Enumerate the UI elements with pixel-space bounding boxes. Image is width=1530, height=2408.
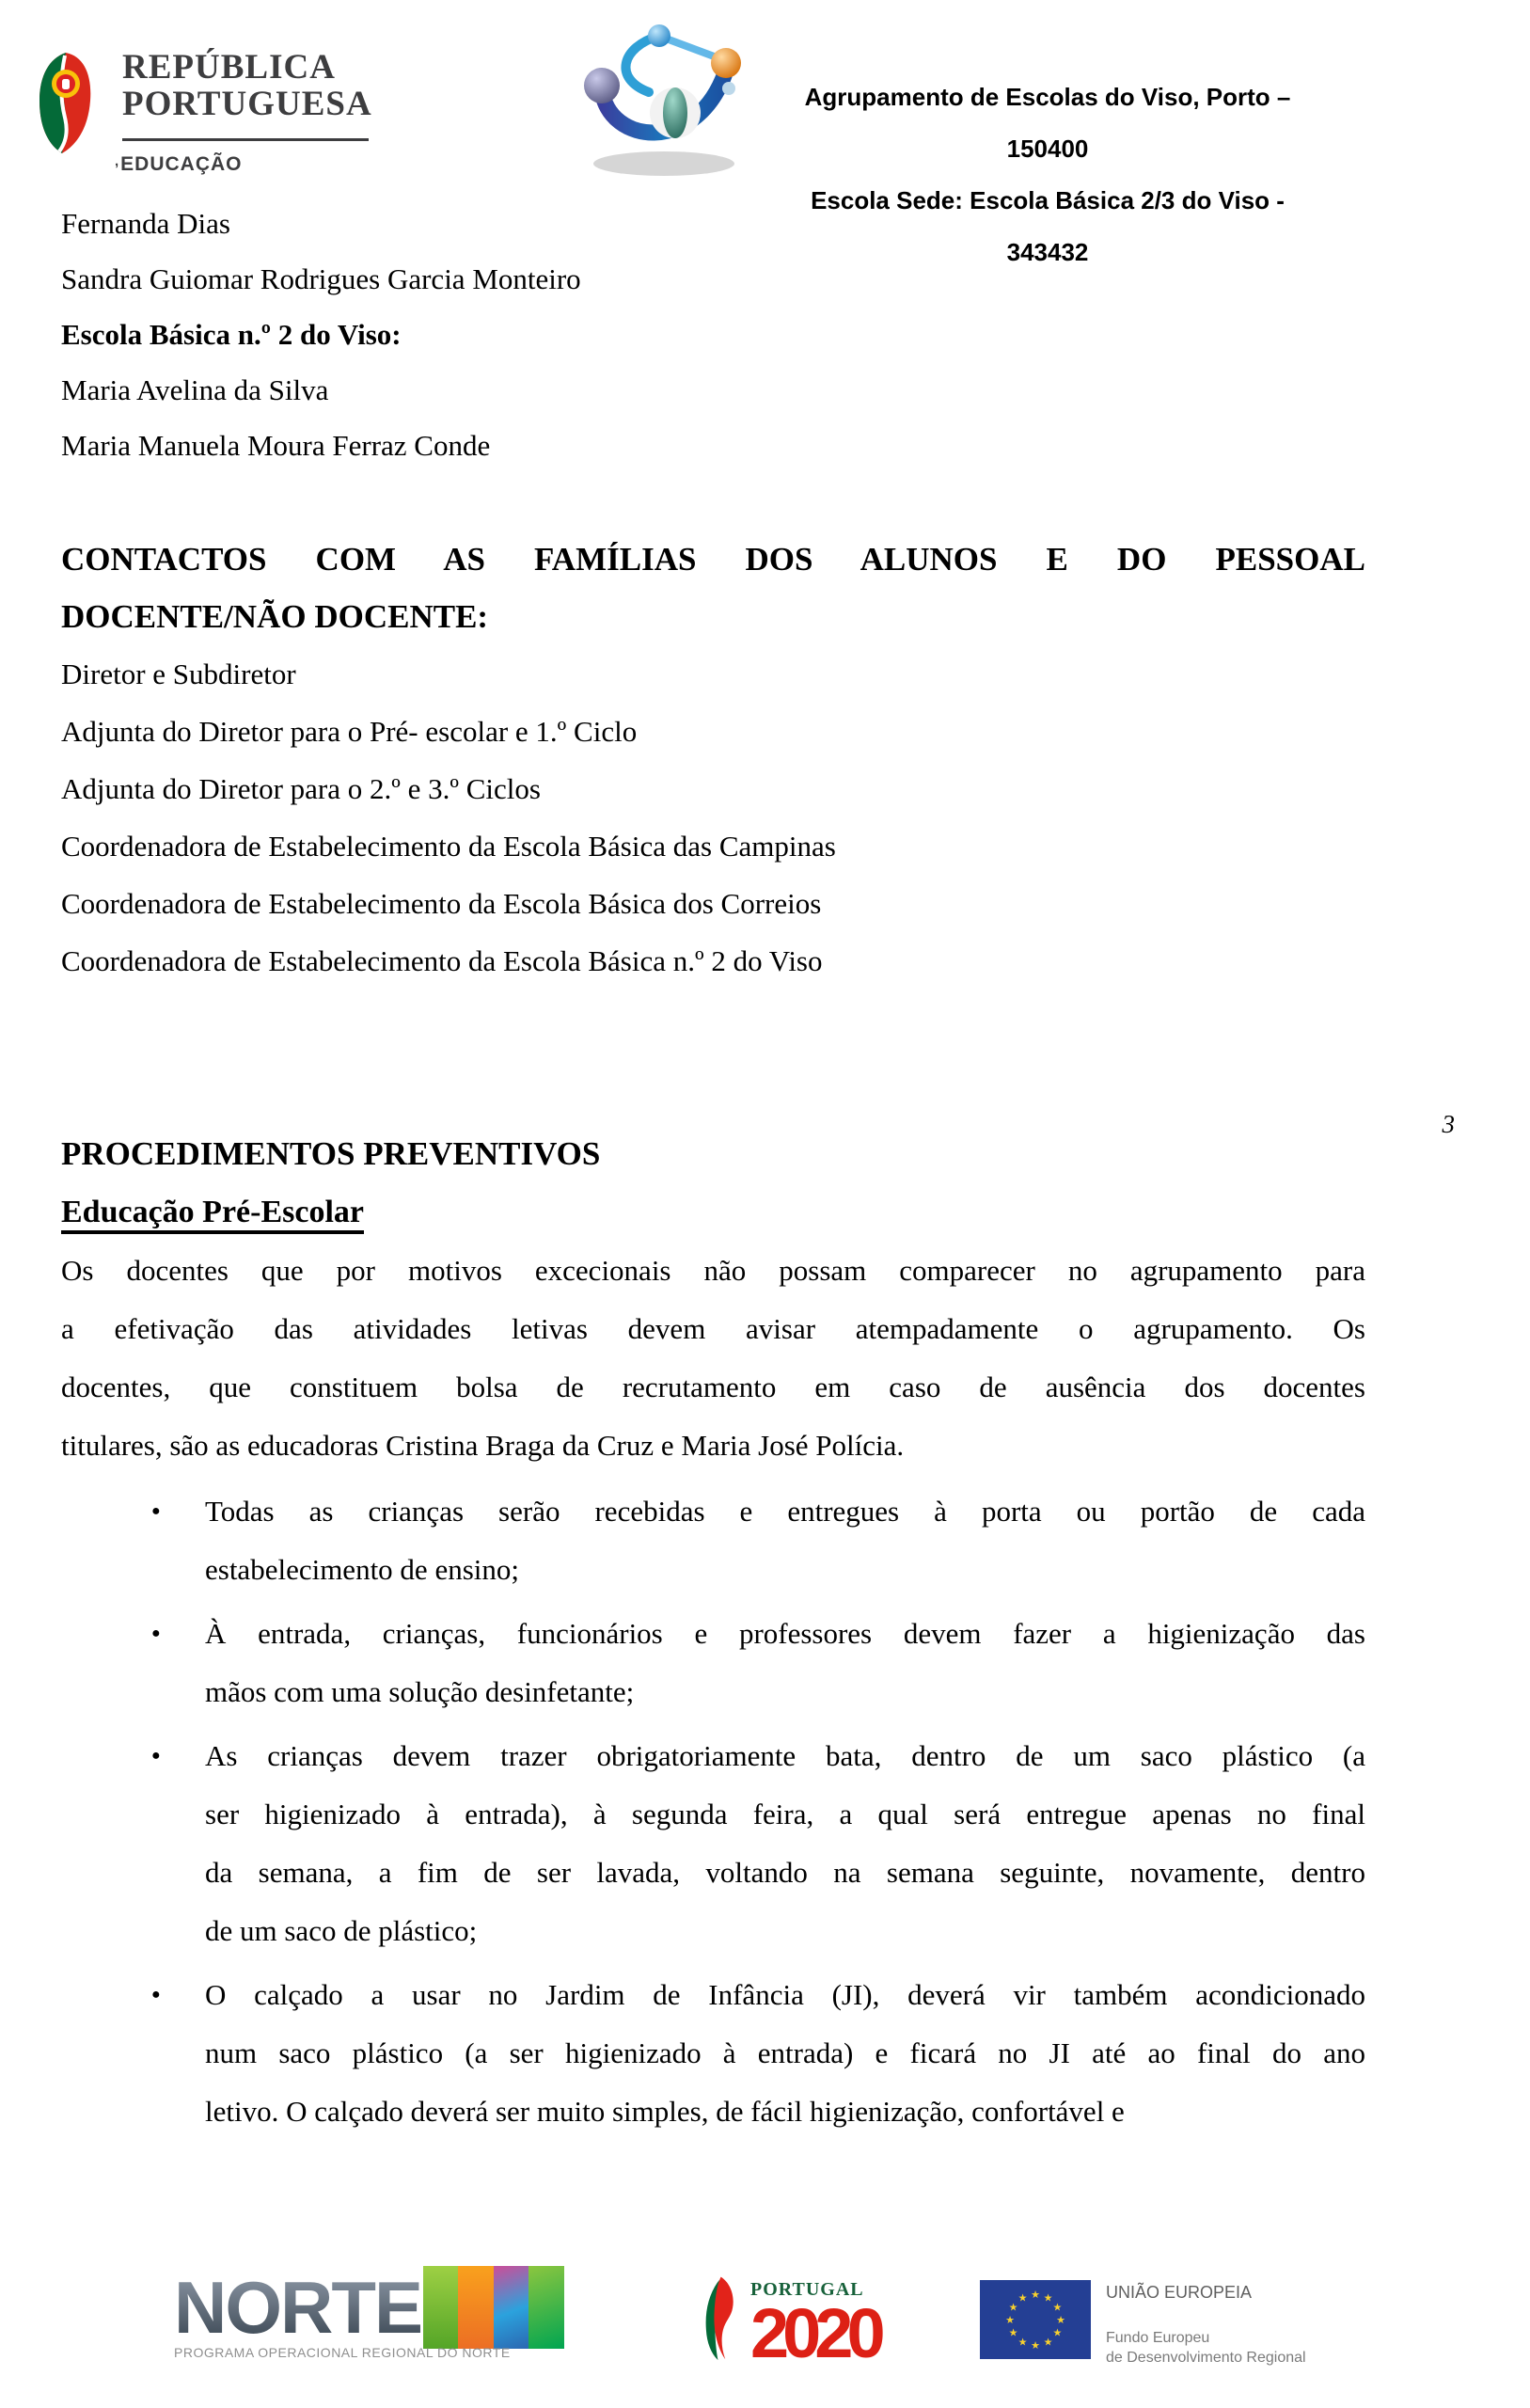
norte2020-year-digit — [458, 2266, 493, 2349]
eu-flag-icon — [980, 2280, 1091, 2359]
svg-text:★: ★ — [1052, 2301, 1063, 2314]
text-line: Diretor e Subdiretor — [61, 657, 296, 690]
text-line: Sandra Guiomar Rodrigues Garcia Monteiro — [61, 262, 581, 295]
svg-text:★: ★ — [1017, 2336, 1028, 2349]
svg-text:★: ★ — [1008, 2301, 1018, 2314]
text-line: Coordenadora de Estabelecimento da Escola Básica dos Correios — [61, 887, 822, 920]
bullet-icon: ● — [151, 1625, 161, 1641]
text-line: CONTACTOS COM AS FAMÍLIAS DOS ALUNOS E DO PESSOAL — [61, 541, 1365, 578]
norte2020-year-digit — [423, 2266, 458, 2349]
portugal2020-text — [750, 2275, 879, 2372]
gov-wordmark — [115, 48, 372, 176]
norte2020-year — [423, 2273, 564, 2341]
eu-text — [1106, 2280, 1306, 2368]
org-line2: Escola Sede: Escola Básica 2/3 do Viso - 343432 — [811, 186, 1285, 266]
names-block — [61, 196, 1365, 473]
bullet-line: mãos com uma solução desinfetante; — [205, 1675, 635, 1708]
procedures-title: PROCEDIMENTOS PREVENTIVOS — [61, 1135, 601, 1172]
text-line: titulares, são as educadoras Cristina Braga da Cruz e Maria José Polícia. — [61, 1429, 905, 1462]
procedures-subtitle-text: Educação Pré-Escolar — [61, 1195, 364, 1234]
agrupamento-viso-logo-icon — [553, 6, 750, 189]
norte2020-wordmark — [174, 2266, 564, 2349]
bullet-item — [61, 1605, 1365, 1721]
norte2020-year-digit — [494, 2266, 528, 2349]
page-number: 3 — [1442, 1110, 1455, 1138]
portugal2020-leaf-icon — [692, 2275, 747, 2364]
svg-text:★: ★ — [1052, 2326, 1063, 2339]
bullet-line: Todas as crianças serão recebidas e entregues à porta ou portão de cada — [205, 1495, 1365, 1528]
bullet-line: O calçado a usar no Jardim de Infância (JI), deverá vir também acondicionado — [205, 1978, 1365, 2011]
text-line: Adjunta do Diretor para o Pré- escolar e 1.º Ciclo — [61, 715, 638, 748]
text-line: docentes, que constituem bolsa de recrutamento em caso de ausência dos docentes — [61, 1370, 1365, 1403]
text-line: Coordenadora de Estabelecimento da Escola Básica das Campinas — [61, 830, 836, 863]
eu-title: UNIÃO EUROPEIA — [1106, 2283, 1253, 2302]
eu-fund-line1: Fundo Europeu — [1106, 2330, 1210, 2346]
contacts-block — [61, 531, 1365, 990]
procedures-section — [61, 1125, 1365, 2141]
gov-divider — [122, 138, 369, 141]
text-line: Adjunta do Diretor para o 2.º e 3.º Ciclos — [61, 772, 541, 805]
procedures-bullets — [61, 1482, 1365, 2141]
portugal-flag-emblem-icon — [38, 49, 94, 156]
portugal2020-logo — [692, 2275, 879, 2372]
bullet-line: da semana, a fim de ser lavada, voltando na semana seguinte, novamente, dentro — [205, 1856, 1365, 1889]
ministry-label — [115, 153, 372, 176]
text-line: Os docentes que por motivos excecionais não possam comparecer no agrupamento para — [61, 1254, 1365, 1287]
text-line: Maria Avelina da Silva — [61, 373, 329, 406]
bullet-item — [61, 1727, 1365, 1960]
eu-funding-logo — [980, 2280, 1306, 2368]
portugal2020-year: 2020 — [750, 2294, 879, 2372]
procedures-subtitle — [61, 1183, 1365, 1242]
procedures-paragraph — [61, 1242, 1365, 1475]
bullet-line: À entrada, crianças, funcionários e professores devem fazer a higienização das — [205, 1617, 1365, 1650]
bullet-line: letivo. O calçado deverá ser muito simples, de fácil higienização, confortável e — [205, 2095, 1125, 2128]
bullet-line: estabelecimento de ensino; — [205, 1553, 519, 1586]
ministry-mark: , — [115, 153, 120, 169]
bullet-icon: ● — [151, 1748, 161, 1764]
svg-text:★: ★ — [1031, 2289, 1040, 2301]
bullet-item — [61, 1966, 1365, 2141]
text-line: DOCENTE/NÃO DOCENTE: — [61, 598, 489, 635]
text-line: Escola Básica n.º 2 do Viso: — [61, 318, 402, 351]
portugal2020-brand: PORTUGAL — [750, 2279, 864, 2300]
svg-text:★: ★ — [1008, 2326, 1018, 2339]
norte2020-brand: NORTE — [174, 2266, 421, 2349]
org-line1: Agrupamento de Escolas do Viso, Porto – 150400 — [804, 83, 1291, 163]
bullet-item — [61, 1482, 1365, 1599]
republic-line2: PORTUGUESA — [122, 85, 372, 123]
svg-text:★: ★ — [1056, 2314, 1065, 2326]
svg-text:★: ★ — [1017, 2291, 1028, 2305]
bullet-line: ser higienizado à entrada), à segunda feira, a qual será entregue apenas no final — [205, 1798, 1365, 1830]
bullet-icon: ● — [151, 1503, 161, 1519]
bullet-line: As crianças devem trazer obrigatoriamente bata, dentro de um saco plástico (a — [205, 1739, 1365, 1772]
svg-text:★: ★ — [1005, 2314, 1015, 2326]
bullet-line: de um saco de plástico; — [205, 1914, 478, 1947]
republic-line1: REPÚBLICA — [122, 48, 336, 87]
text-line: Maria Manuela Moura Ferraz Conde — [61, 429, 491, 462]
bullet-icon: ● — [151, 1987, 161, 2003]
svg-text:★: ★ — [1043, 2336, 1053, 2349]
ministry-text: EDUCAÇÃO — [120, 153, 243, 175]
republica-portuguesa-logo — [38, 49, 372, 176]
svg-text:★: ★ — [1043, 2291, 1053, 2305]
norte2020-logo — [174, 2266, 564, 2360]
eu-fund-text — [1106, 2328, 1306, 2368]
text-line: Coordenadora de Estabelecimento da Escola Básica n.º 2 do Viso — [61, 944, 823, 977]
text-line: Fernanda Dias — [61, 207, 230, 240]
bullet-line: num saco plástico (a ser higienizado à entrada) e ficará no JI até ao final do ano — [205, 2036, 1365, 2069]
svg-text:★: ★ — [1031, 2339, 1040, 2352]
eu-fund-line2: de Desenvolvimento Regional — [1106, 2350, 1306, 2366]
text-line: a efetivação das atividades letivas devem avisar atempadamente o agrupamento. Os — [61, 1312, 1365, 1345]
gov-name — [122, 49, 372, 122]
norte2020-year-digit — [528, 2266, 563, 2349]
norte2020-tagline: PROGRAMA OPERACIONAL REGIONAL DO NORTE — [174, 2345, 511, 2360]
